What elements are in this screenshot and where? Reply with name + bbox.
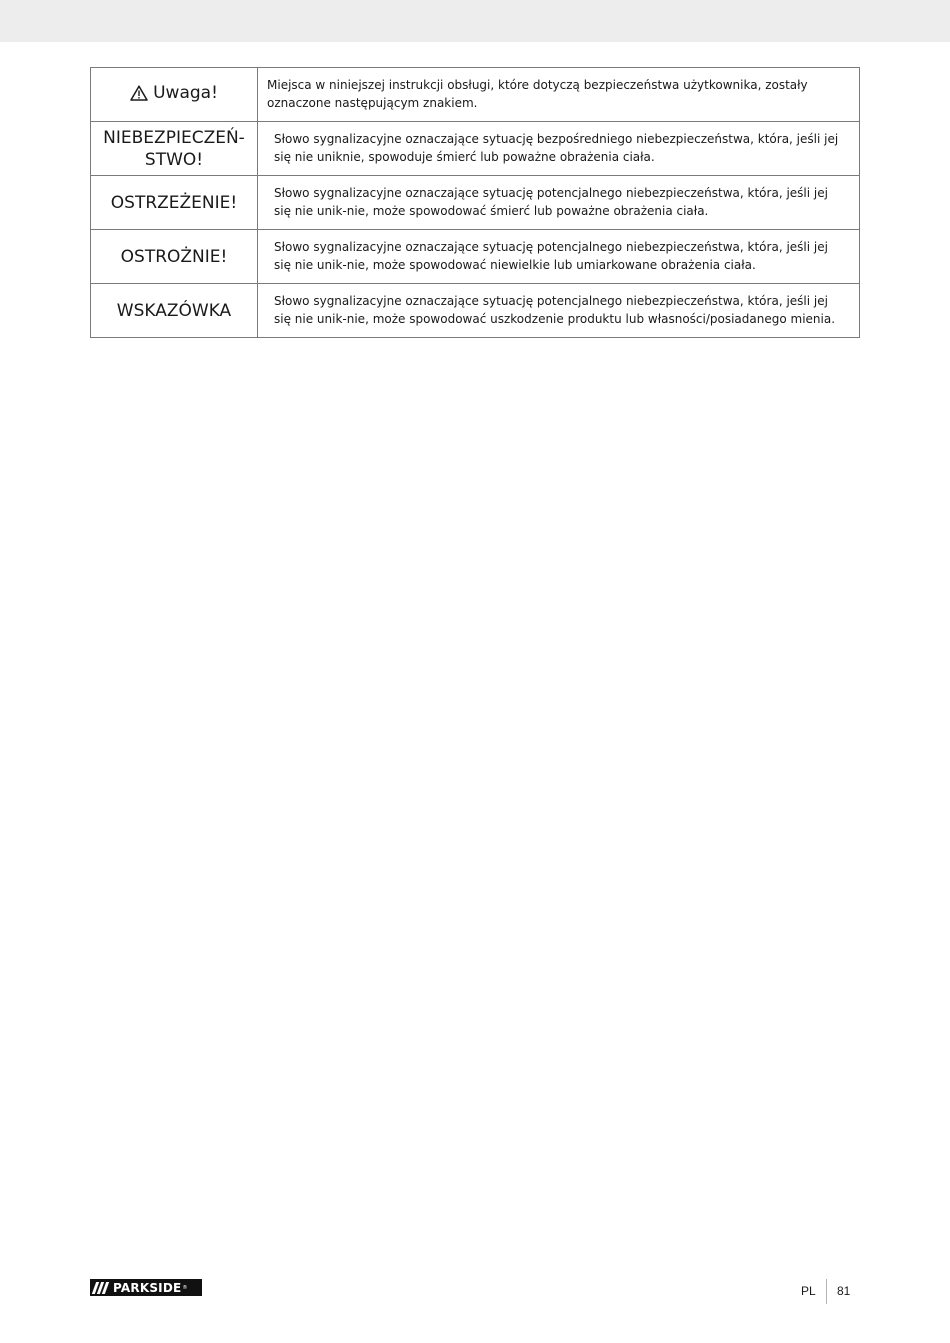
signal-word-text: Słowo sygnalizacyjne oznaczające sytuację potencjalnego niebezpieczeństwa, która, jeśli jej się nie unik-nie, może spowodować niewielkie lub umiarkowane obrażenia ciała. — [258, 230, 860, 284]
header-band — [0, 0, 950, 42]
signal-word-text: Słowo sygnalizacyjne oznaczające sytuację potencjalnego niebezpieczeństwa, która, jeśli jej się nie unik-nie, może spowodować śmierć lub poważne obrażenia ciała. — [258, 176, 860, 230]
table-row — [91, 176, 860, 230]
signal-word-label: OSTRZEŻENIE! — [91, 176, 258, 230]
signal-word-label: WSKAZÓWKA — [91, 284, 258, 338]
warning-triangle-icon — [130, 85, 148, 101]
signal-word-label: NIEBEZPIECZEŃ- STWO! — [91, 122, 258, 176]
parkside-logo: PARKSIDE ® — [90, 1279, 202, 1296]
intro-label: Uwaga! — [153, 83, 218, 103]
intro-label-cell — [91, 68, 258, 122]
footer-divider — [826, 1279, 827, 1304]
signal-words-table — [90, 67, 860, 338]
signal-word-text: Słowo sygnalizacyjne oznaczające sytuację potencjalnego niebezpieczeństwa, która, jeśli jej się nie unik-nie, może spowodować uszkodzenie produktu lub własności/posiadanego mienia. — [258, 284, 860, 338]
signal-word-label: OSTROŻNIE! — [91, 230, 258, 284]
language-code: PL — [801, 1284, 816, 1298]
table-row — [91, 68, 860, 122]
logo-brand-text: PARKSIDE — [113, 1280, 182, 1295]
table-row — [91, 122, 860, 176]
page-number: 81 — [837, 1284, 851, 1298]
intro-text: Miejsca w niniejszej instrukcji obsługi, które dotyczą bezpieczeństwa użytkownika, zostały oznaczone następującym znakiem. — [258, 68, 860, 122]
logo-stripes-icon — [90, 1279, 110, 1296]
table-row — [91, 230, 860, 284]
signal-word-text: Słowo sygnalizacyjne oznaczające sytuację bezpośredniego niebezpieczeństwa, która, jeśli jej się nie uniknie, spowoduje śmierć lub poważne obrażenia ciała. — [258, 122, 860, 176]
table-row — [91, 284, 860, 338]
